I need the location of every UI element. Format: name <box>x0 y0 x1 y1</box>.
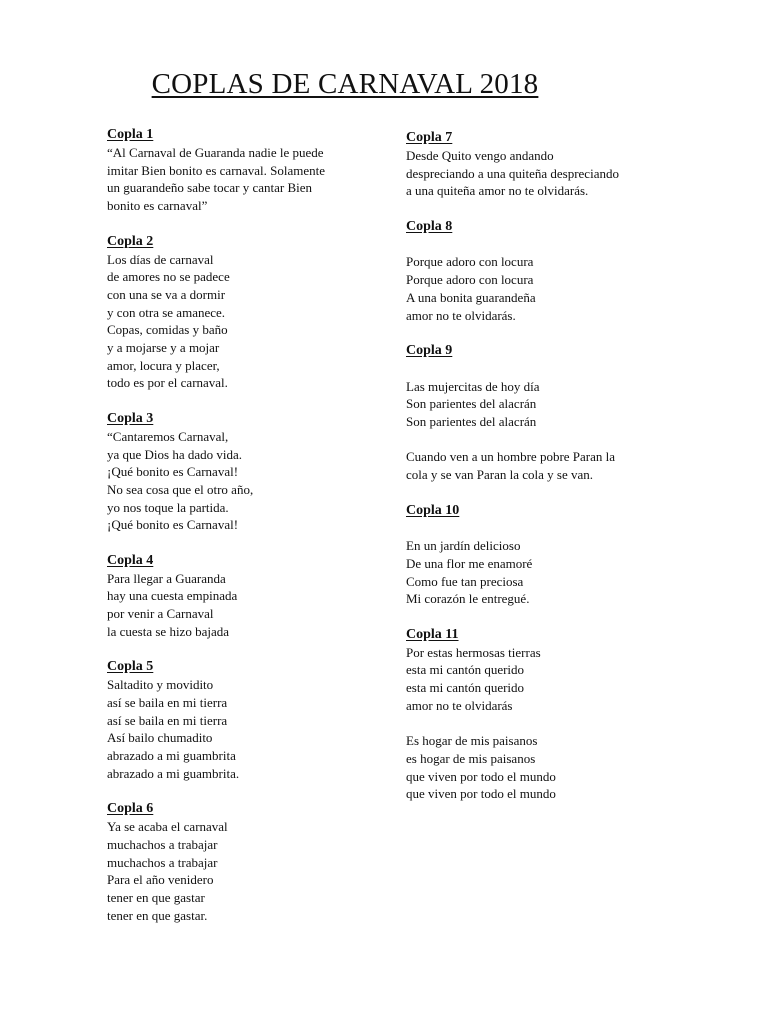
section-gap <box>406 200 696 218</box>
copla-section <box>107 410 382 552</box>
verse-line: así se baila en mi tierra <box>107 694 228 710</box>
verse-line: la cuesta se hizo bajada <box>107 623 229 639</box>
document-title: COPLAS DE CARNAVAL 2018 <box>151 68 539 100</box>
copla-heading: Copla 5 <box>107 659 154 675</box>
verse-line: hay una cuesta empinada <box>107 588 238 604</box>
verse-line: ¡Qué bonito es Carnaval! <box>107 517 239 533</box>
verse-line: de amores no se padece <box>107 269 230 285</box>
verse-line: muchachos a trabajar <box>107 854 218 870</box>
verse-line: No sea cosa que el otro año, <box>107 481 254 497</box>
blank-line <box>406 715 696 733</box>
verse-line: y con otra se amanece. <box>107 304 226 320</box>
verse-line: Desde Quito vengo andando <box>406 148 554 163</box>
copla-heading: Copla 8 <box>406 218 453 234</box>
verse-line: esta mi cantón querido <box>406 662 525 678</box>
verse-line: bonito es carnaval” <box>107 198 208 214</box>
left-column <box>107 126 382 924</box>
copla-heading: Copla 3 <box>107 410 154 426</box>
verse-line: ¡Qué bonito es Carnaval! <box>107 464 239 480</box>
verse-line: con una se va a dormir <box>107 286 226 302</box>
verse-line: En un jardín delicioso <box>406 538 521 554</box>
copla-heading: Copla 10 <box>406 502 460 518</box>
verse-line: que viven por todo el mundo <box>406 768 556 784</box>
verse-line: Porque adoro con locura <box>406 254 534 270</box>
copla-section <box>107 126 382 233</box>
verse-line: “Cantaremos Carnaval, <box>107 428 229 444</box>
verse-line: a una quiteña amor no te olvidarás. <box>406 183 589 199</box>
copla-section <box>406 626 696 803</box>
verse-line: todo es por el carnaval. <box>107 375 228 391</box>
copla-section <box>107 552 382 659</box>
verse-line: tener en que gastar <box>107 889 205 905</box>
copla-heading: Copla 11 <box>406 626 459 642</box>
verse-line: despreciando a una quiteña despreciando <box>406 165 619 181</box>
verse-line: Los días de carnaval <box>107 251 214 267</box>
right-column <box>406 129 696 803</box>
verse-line: Como fue tan preciosa <box>406 573 524 589</box>
verse-line: amor no te olvidarás. <box>406 307 516 323</box>
section-gap <box>406 324 696 342</box>
verse-line: imitar Bien bonito es carnaval. Solamente <box>107 162 326 178</box>
copla-heading: Copla 4 <box>107 552 154 568</box>
copla-heading: Copla 7 <box>406 130 453 145</box>
verse-line: ya que Dios ha dado vida. <box>107 446 243 462</box>
copla-section <box>406 502 696 626</box>
copla-section <box>406 129 696 218</box>
section-gap <box>406 608 696 626</box>
verse-line: amor, locura y placer, <box>107 357 220 373</box>
verse-line: amor no te olvidarás <box>406 697 513 713</box>
blank-line <box>406 431 696 449</box>
section-gap <box>406 484 696 502</box>
verse-line: Las mujercitas de hoy día <box>406 378 540 394</box>
verse-line: Saltadito y movidito <box>107 677 214 693</box>
copla-section <box>406 342 696 502</box>
verse-line: que viven por todo el mundo <box>406 786 556 802</box>
copla-section <box>107 658 382 800</box>
blank-line <box>406 236 696 254</box>
verse-line: cola y se van Paran la cola y se van. <box>406 467 593 483</box>
verse-line: “Al Carnaval de Guaranda nadie le puede <box>107 145 324 160</box>
verse-line: yo nos toque la partida. <box>107 499 229 515</box>
copla-heading: Copla 2 <box>107 233 154 249</box>
blank-line <box>406 360 696 378</box>
verse-line: así se baila en mi tierra <box>107 712 228 728</box>
verse-line: Para el año venidero <box>107 872 214 888</box>
verse-line: Mi corazón le entregué. <box>406 591 530 607</box>
verse-line: Copas, comidas y baño <box>107 322 228 338</box>
copla-section <box>107 233 382 410</box>
verse-line: Son parientes del alacrán <box>406 396 537 412</box>
copla-heading: Copla 6 <box>107 801 154 817</box>
verse-line: De una flor me enamoré <box>406 555 533 571</box>
section-gap <box>107 534 382 552</box>
verse-line: Son parientes del alacrán <box>406 414 537 430</box>
verse-line: Porque adoro con locura <box>406 272 534 288</box>
copla-section <box>107 800 382 924</box>
verse-line: abrazado a mi guambrita. <box>107 765 240 781</box>
verse-line: Es hogar de mis paisanos <box>406 733 538 749</box>
verse-line: muchachos a trabajar <box>107 836 218 852</box>
verse-line: Así bailo chumadito <box>107 730 213 746</box>
section-gap <box>107 215 382 233</box>
verse-line: por venir a Carnaval <box>107 606 214 622</box>
copla-section <box>406 218 696 342</box>
copla-heading: Copla 9 <box>406 342 453 358</box>
verse-line: esta mi cantón querido <box>406 680 525 696</box>
verse-line: y a mojarse y a mojar <box>107 340 220 356</box>
verse-line: Para llegar a Guaranda <box>107 570 226 586</box>
copla-heading: Copla 1 <box>107 127 154 142</box>
verse-line: es hogar de mis paisanos <box>406 750 536 766</box>
blank-line <box>406 520 696 538</box>
section-gap <box>107 392 382 410</box>
verse-line: Cuando ven a un hombre pobre Paran la <box>406 449 616 465</box>
verse-line: un guarandeño sabe tocar y cantar Bien <box>107 180 313 196</box>
verse-line: Ya se acaba el carnaval <box>107 819 228 835</box>
verse-line: abrazado a mi guambrita <box>107 748 236 764</box>
section-gap <box>107 782 382 800</box>
verse-line: A una bonita guarandeña <box>406 289 536 305</box>
verse-line: Por estas hermosas tierras <box>406 644 541 660</box>
section-gap <box>107 641 382 659</box>
verse-line: tener en que gastar. <box>107 907 208 923</box>
